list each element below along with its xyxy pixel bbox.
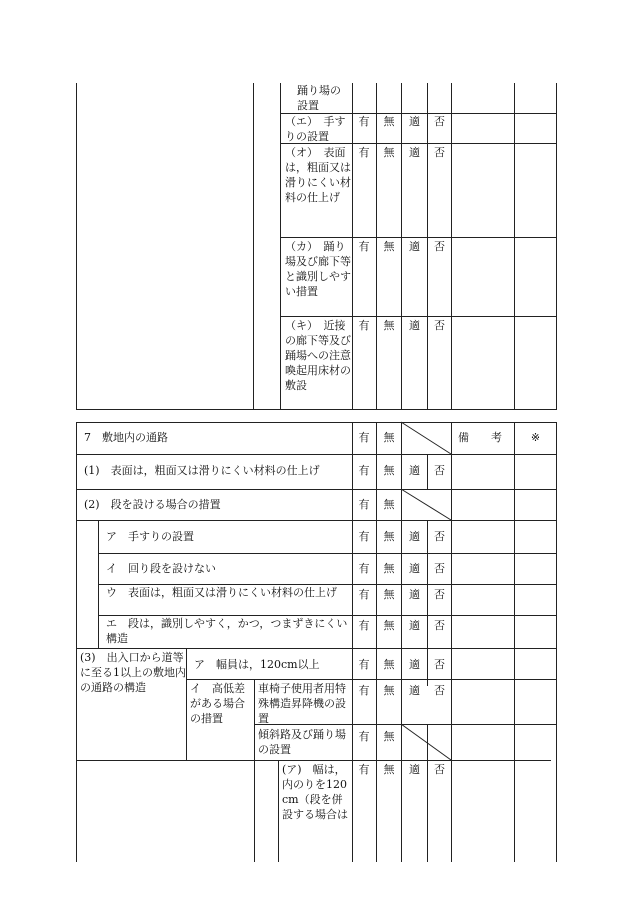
yes-mark: 有 <box>358 319 370 332</box>
no-mark: 無 <box>383 730 395 743</box>
mark-header: ※ <box>530 431 541 444</box>
row-text: 車椅子使用者用特殊構造昇降機の設置 <box>258 682 346 725</box>
no-mark: 無 <box>383 658 395 671</box>
ok-mark: 適 <box>409 562 420 575</box>
ok-mark: 適 <box>409 146 420 159</box>
ng-mark: 否 <box>434 763 445 776</box>
yes-mark: 有 <box>358 146 370 159</box>
yes-mark: 有 <box>358 530 370 543</box>
no-mark: 無 <box>383 588 395 601</box>
no-header: 無 <box>383 431 395 444</box>
yes-mark: 有 <box>358 658 370 671</box>
yes-mark: 有 <box>358 730 370 743</box>
no-mark: 無 <box>383 684 395 697</box>
row-text: (2) 段を設ける場合の措置 <box>84 498 221 511</box>
section-title: 7 敷地内の通路 <box>84 431 168 444</box>
ng-mark: 否 <box>434 240 445 253</box>
ok-mark: 適 <box>409 763 420 776</box>
row-text: エ 段は，識別しやすく，かつ，つまずきにくい構造 <box>106 617 348 645</box>
ng-mark: 否 <box>434 684 445 697</box>
yes-mark: 有 <box>358 588 370 601</box>
upper-row-text: 踊り場の設置 <box>297 84 341 112</box>
ok-mark: 適 <box>409 658 420 671</box>
ng-mark: 否 <box>434 658 445 671</box>
no-mark: 無 <box>383 619 395 632</box>
ng-mark: 否 <box>434 530 445 543</box>
yes-mark: 有 <box>358 464 370 477</box>
row-text: 傾斜路及び踊り場の設置 <box>258 728 346 756</box>
ng-mark: 否 <box>434 562 445 575</box>
no-mark: 無 <box>383 530 395 543</box>
row-text: イ 回り段を設けない <box>106 562 216 575</box>
yes-mark: 有 <box>358 619 370 632</box>
row-text: ア 手すりの設置 <box>106 530 194 543</box>
row-label: (3) 出入口から道等に至る1以上の敷地内の通路の構造 <box>80 651 186 694</box>
ok-mark: 適 <box>409 464 420 477</box>
upper-row-text: （カ） 踊り場及び廊下等と識別しやすい措置 <box>285 240 351 298</box>
yes-mark: 有 <box>358 763 370 776</box>
ng-mark: 否 <box>434 619 445 632</box>
yes-header: 有 <box>358 431 370 444</box>
ok-mark: 適 <box>409 588 420 601</box>
ng-mark: 否 <box>434 146 445 159</box>
ng-mark: 否 <box>434 588 445 601</box>
ok-mark: 適 <box>409 319 420 332</box>
upper-row-text: （オ） 表面は，粗面又は滑りにくい材料の仕上げ <box>285 146 351 204</box>
no-mark: 無 <box>383 562 395 575</box>
row-text: ウ 表面は，粗面又は滑りにくい材料の仕上げ <box>106 586 337 599</box>
no-mark: 無 <box>383 240 395 253</box>
ok-mark: 適 <box>409 619 420 632</box>
ok-mark: 適 <box>409 240 420 253</box>
no-mark: 無 <box>383 319 395 332</box>
no-mark: 無 <box>383 464 395 477</box>
no-mark: 無 <box>383 498 395 511</box>
ok-mark: 適 <box>409 684 420 697</box>
row-text: (1) 表面は，粗面又は滑りにくい材料の仕上げ <box>84 464 320 477</box>
row-text: (ア) 幅は，内のりを120cm（段を併設する場合は <box>282 763 348 821</box>
yes-mark: 有 <box>358 498 370 511</box>
upper-row-text: （キ） 近接の廊下等及び踊場への注意喚起用床材の敷設 <box>285 319 351 392</box>
ng-mark: 否 <box>434 319 445 332</box>
no-mark: 無 <box>383 115 395 128</box>
ng-mark: 否 <box>434 115 445 128</box>
yes-mark: 有 <box>358 240 370 253</box>
no-mark: 無 <box>383 763 395 776</box>
yes-mark: 有 <box>358 562 370 575</box>
ok-mark: 適 <box>409 530 420 543</box>
sub-label: イ 高低差がある場合の措置 <box>190 682 245 725</box>
yes-mark: 有 <box>358 684 370 697</box>
row-text: ア 幅員は，120cm以上 <box>194 658 320 671</box>
no-mark: 無 <box>383 146 395 159</box>
ng-mark: 否 <box>434 464 445 477</box>
yes-mark: 有 <box>358 115 370 128</box>
ok-mark: 適 <box>409 115 420 128</box>
upper-row-text: （エ） 手すりの設置 <box>285 115 346 143</box>
remarks-header: 備 考 <box>458 431 502 444</box>
